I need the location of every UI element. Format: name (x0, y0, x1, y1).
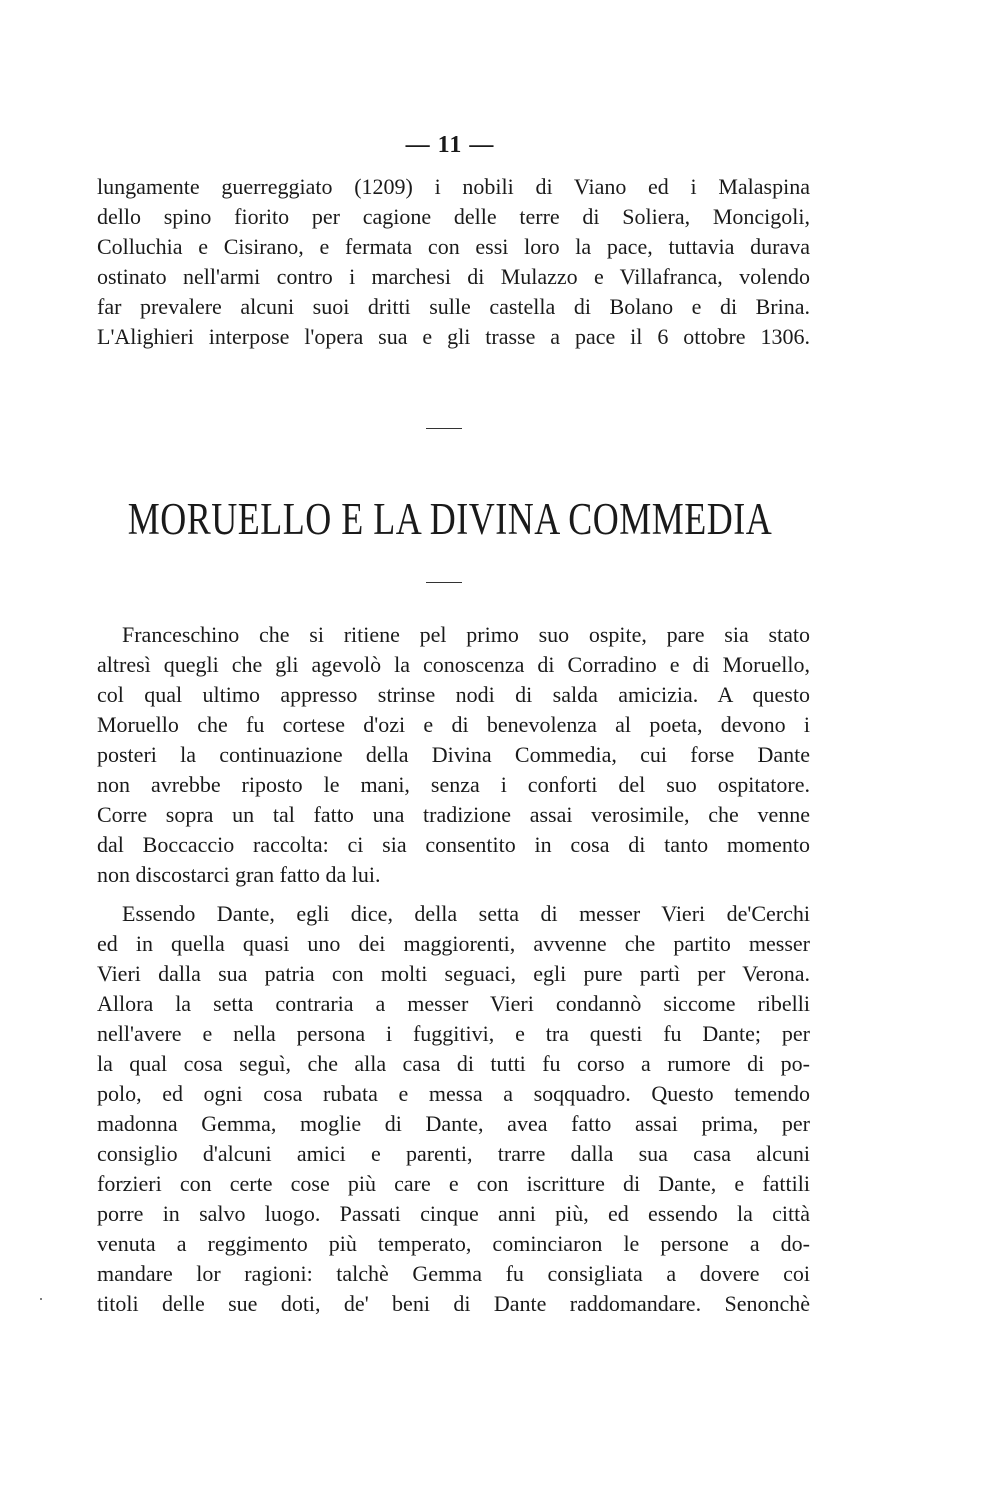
text-line: forzieri con certe cose più care e con iscritture di Dante, e fattili (97, 1171, 810, 1196)
text-line: Corre sopra un tal fatto una tradizione assai verosimile, che venne (97, 802, 810, 827)
text-line: madonna Gemma, moglie di Dante, avea fatto assai prima, per (97, 1111, 810, 1136)
text-line: lungamente guerreggiato (1209) i nobili di Viano ed i Malaspina (97, 174, 810, 199)
text-line: Colluchia e Cisirano, e fermata con essi loro la pace, tuttavia durava (97, 234, 810, 259)
text-line: ostinato nell'armi contro i marchesi di Mulazzo e Villafranca, volendo (97, 264, 810, 289)
text-line: altresì quegli che gli agevolò la conoscenza di Corradino e di Moruello, (97, 652, 810, 677)
text-line: ed in quella quasi uno dei maggiorenti, avvenne che partito messer (97, 931, 810, 956)
text-line: Moruello che fu cortese d'ozi e di benevolenza al poeta, devono i (97, 712, 810, 737)
text-line: mandare lor ragioni: talchè Gemma fu consigliata a dovere coi (97, 1261, 810, 1286)
text-line: non discostarci gran fatto da lui. (97, 862, 381, 887)
text-line: Allora la setta contraria a messer Vieri condannò siccome ribelli (97, 991, 810, 1016)
page-number: — 11 — (405, 132, 495, 158)
text-line: dal Boccaccio raccolta: ci sia consentito in cosa di tanto momento (97, 832, 810, 857)
text-line: far prevalere alcuni suoi dritti sulle castella di Bolano e di Brina. (97, 294, 810, 319)
text-line: posteri la continuazione della Divina Commedia, cui forse Dante (97, 742, 810, 767)
text-line: L'Alighieri interpose l'opera sua e gli trasse a pace il 6 ottobre 1306. (97, 324, 810, 349)
ink-speck (40, 1298, 42, 1300)
text-line: Franceschino che si ritiene pel primo suo ospite, pare sia stato (122, 622, 810, 647)
text-line: venuta a reggimento più temperato, cominciaron le persone a do- (97, 1231, 810, 1256)
text-line: polo, ed ogni cosa rubata e messa a soqquadro. Questo temendo (97, 1081, 810, 1106)
text-line: Essendo Dante, egli dice, della setta di messer Vieri de'Cerchi (122, 901, 810, 926)
chapter-heading: MORUELLO E LA DIVINA COMMEDIA (127, 494, 773, 544)
text-line: la qual cosa seguì, che alla casa di tutti fu corso a rumore di po- (97, 1051, 810, 1076)
text-line: dello spino fiorito per cagione delle terre di Soliera, Moncigoli, (97, 204, 810, 229)
section-rule-bottom (426, 582, 462, 583)
text-line: nell'avere e nella persona i fuggitivi, e tra questi fu Dante; per (97, 1021, 810, 1046)
text-line: col qual ultimo appresso strinse nodi di salda amicizia. A questo (97, 682, 810, 707)
section-rule-top (426, 428, 462, 429)
text-line: Vieri dalla sua patria con molti seguaci, egli pure partì per Verona. (97, 961, 810, 986)
text-line: consiglio d'alcuni amici e parenti, trarre dalla sua casa alcuni (97, 1141, 810, 1166)
text-line: titoli delle sue doti, de' beni di Dante raddomandare. Senonchè (97, 1291, 810, 1316)
text-line: non avrebbe riposto le mani, senza i conforti del suo ospitatore. (97, 772, 810, 797)
text-line: porre in salvo luogo. Passati cinque anni più, ed essendo la città (97, 1201, 810, 1226)
